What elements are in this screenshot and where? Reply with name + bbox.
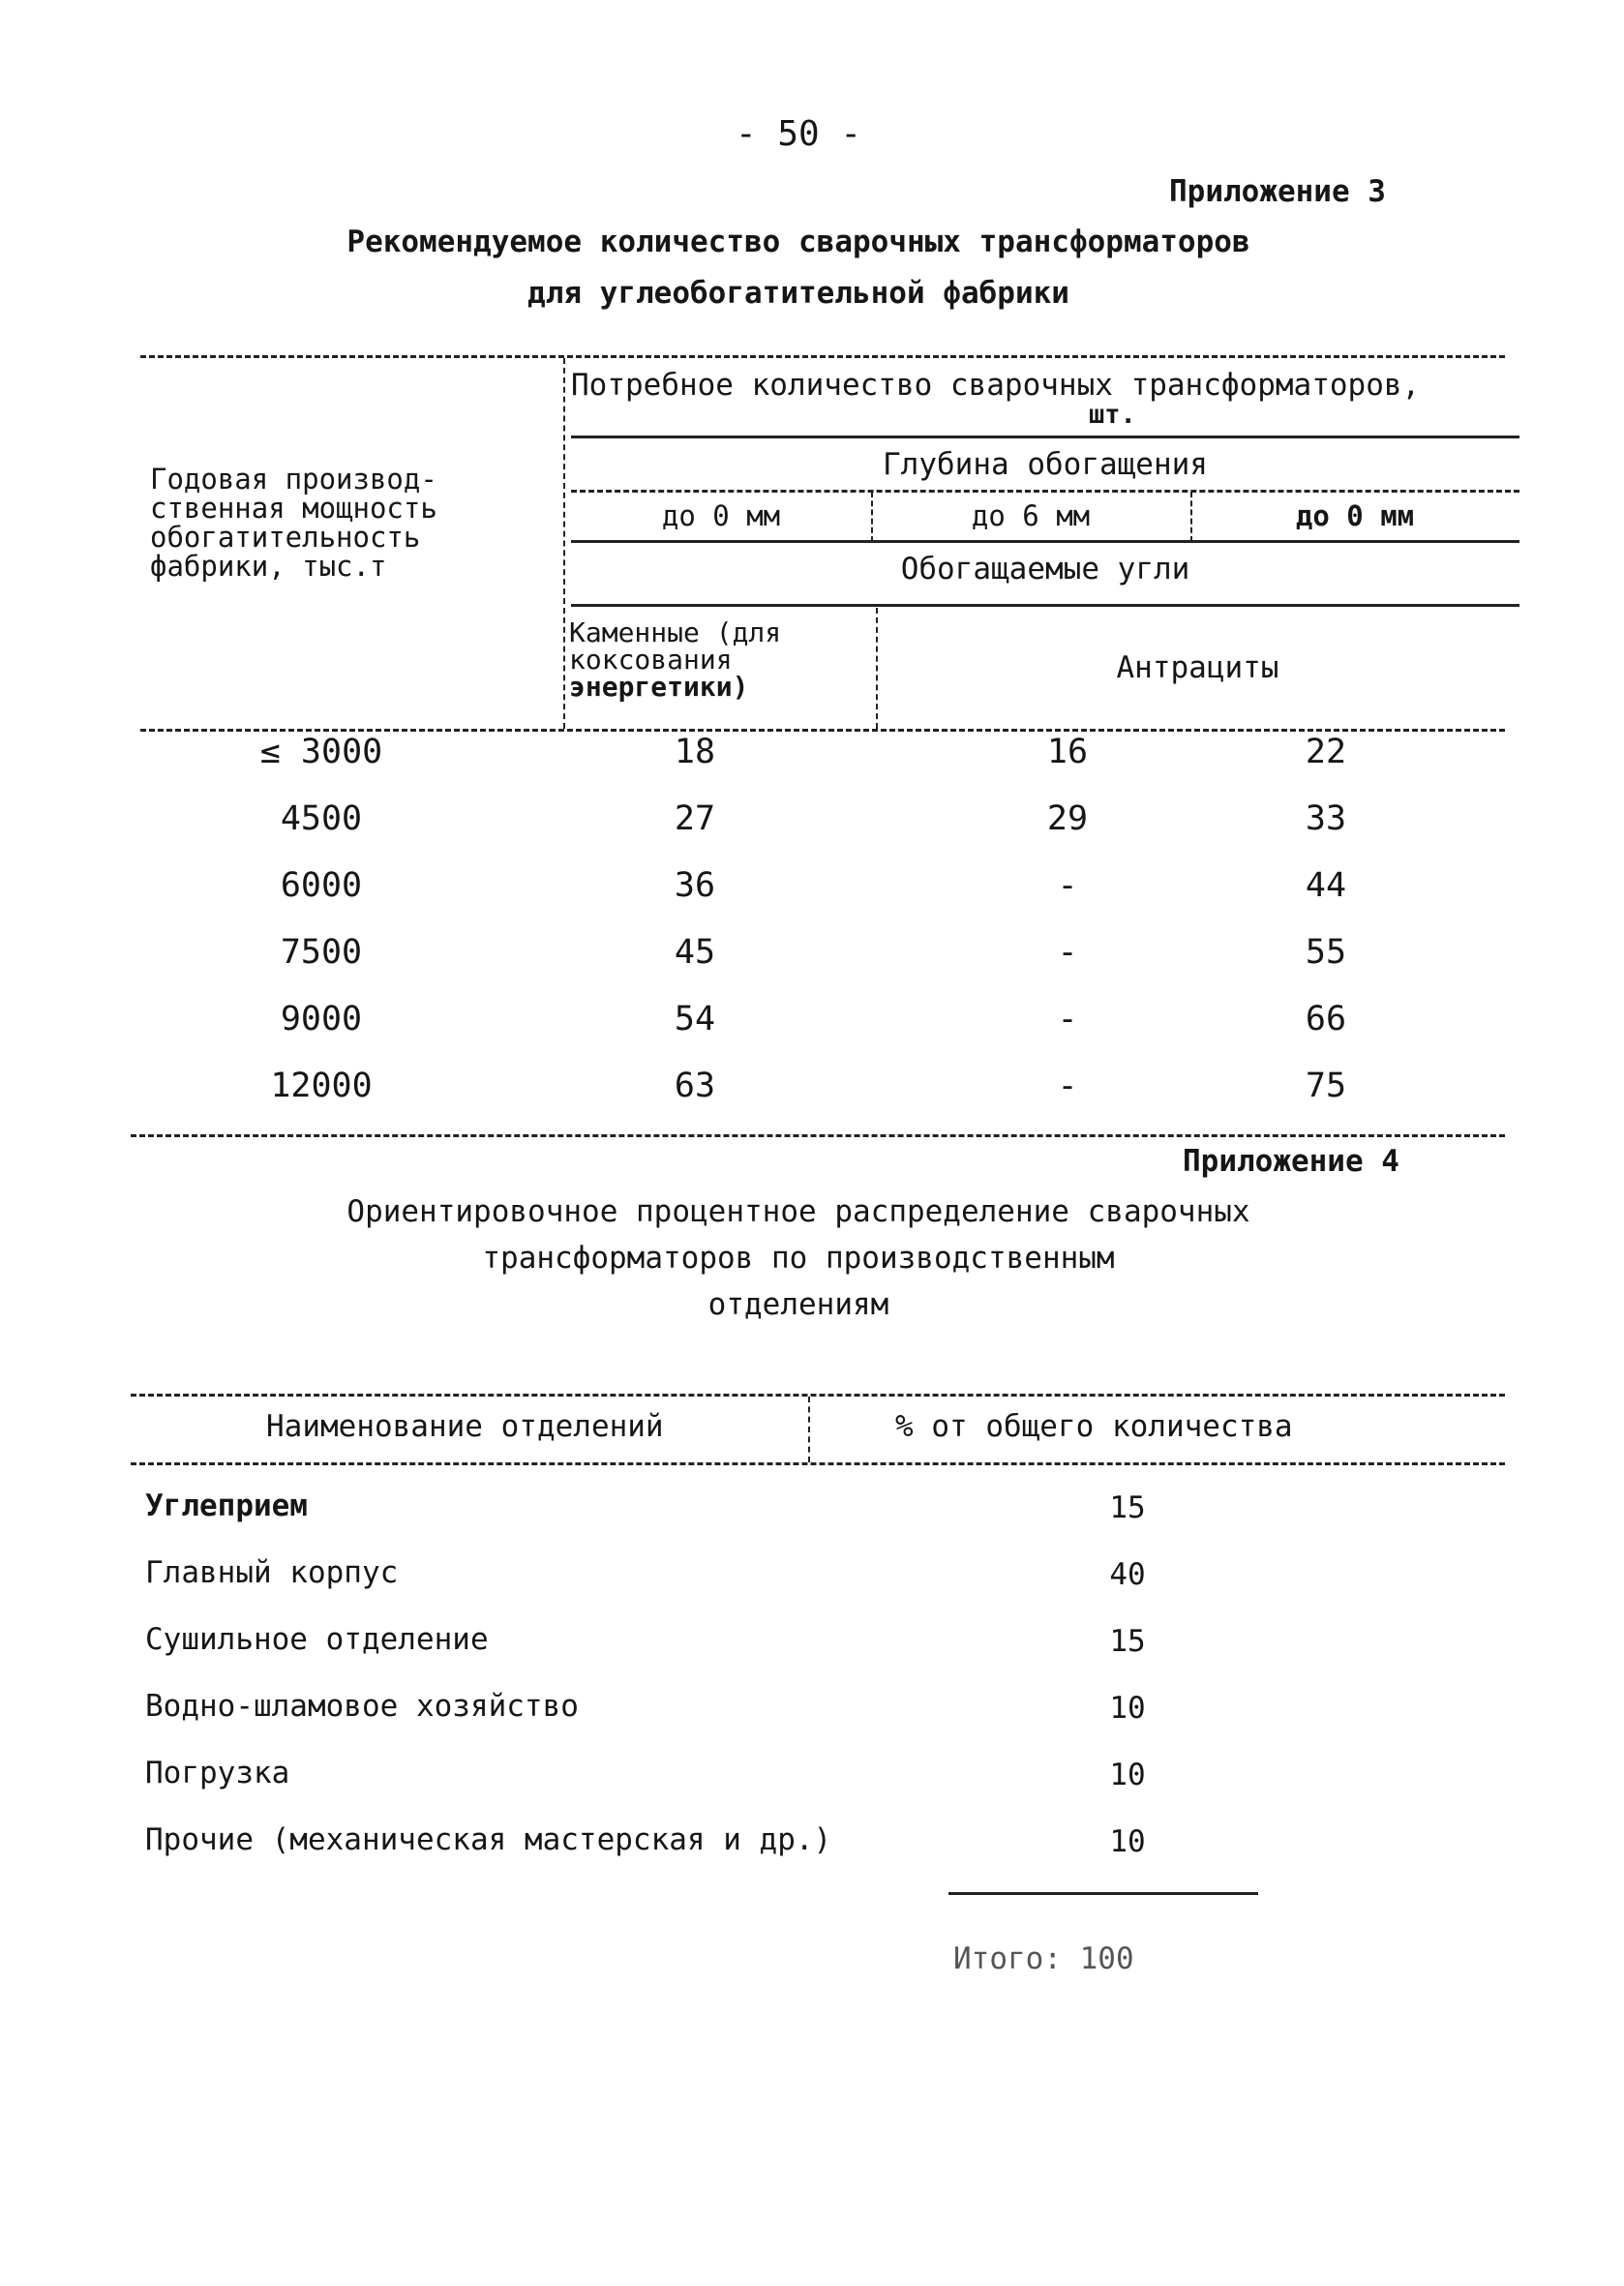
value-cell: 33 — [1305, 799, 1347, 838]
coal-header: Обогащаемые угли — [900, 552, 1190, 587]
value-cell: 27 — [674, 799, 716, 838]
coal-col1-line3: энергетики) — [569, 671, 749, 703]
value-cell: 45 — [674, 933, 716, 972]
col1-header: Наименование отделений — [266, 1409, 664, 1444]
row-header-line1: Годовая производ- — [150, 463, 437, 496]
value-cell: 16 — [1046, 733, 1089, 771]
row-value: 10 — [1109, 1758, 1146, 1792]
appendix3-title-line2: для углеобогатительной фабрики — [527, 276, 1069, 311]
top-header-rule — [571, 436, 1519, 438]
value-cell: 29 — [1046, 799, 1089, 838]
col2-header: % от общего количества — [895, 1409, 1293, 1444]
depth-col-3: до 0 мм — [1295, 499, 1415, 532]
depth-col-1: до 0 мм — [661, 499, 781, 532]
value-cell: 66 — [1305, 1000, 1347, 1038]
row-value: 10 — [1109, 1691, 1146, 1726]
table-top-rule — [131, 1394, 1505, 1397]
value-cell: 44 — [1305, 866, 1347, 905]
top-header-line1: Потребное количество сварочных трансформаторов, — [571, 368, 1421, 403]
value-cell: 63 — [674, 1067, 716, 1105]
value-cell: - — [1057, 866, 1078, 905]
table-top-rule — [140, 355, 1505, 358]
row-name: Главный корпус — [145, 1555, 399, 1590]
capacity-cell: 7500 — [280, 933, 363, 972]
row-header — [150, 465, 437, 581]
coal-col-1 — [569, 619, 781, 701]
value-cell: 75 — [1305, 1067, 1347, 1105]
depth-col-2: до 6 мм — [971, 499, 1091, 532]
appendix4-title-line3: отделениям — [707, 1287, 889, 1322]
value-cell: - — [1057, 1000, 1078, 1038]
capacity-cell: 12000 — [270, 1067, 373, 1105]
total-value: Итого: 100 — [953, 1941, 1134, 1976]
row-header-line3: обогатительность — [150, 521, 421, 554]
page-number: - 50 - — [736, 114, 862, 154]
header-bottom-rule — [140, 729, 1505, 732]
depth-divider-1 — [871, 492, 873, 542]
row-name: Углеприем — [145, 1489, 308, 1523]
capacity-cell: 9000 — [280, 1000, 363, 1038]
coal-col1-line2: коксования — [569, 644, 733, 676]
depth-divider-2 — [1190, 492, 1192, 542]
value-cell: - — [1057, 1067, 1078, 1105]
row-name: Прочие (механическая мастерская и др.) — [145, 1822, 832, 1857]
row-header-line2: ственная мощность — [150, 492, 437, 525]
appendix4-title-line2: трансформаторов по производственным — [482, 1241, 1115, 1276]
appendix4-title-line1: Ориентировочное процентное распределение сварочных — [346, 1194, 1250, 1229]
value-cell: 54 — [674, 1000, 716, 1038]
value-cell: 18 — [674, 733, 716, 771]
depth-header: Глубина обогащения — [883, 447, 1208, 482]
table-bottom-rule — [131, 1134, 1505, 1137]
top-header-line2: шт. — [1089, 400, 1136, 430]
value-cell: - — [1057, 933, 1078, 972]
appendix3-label: Приложение 3 — [1169, 174, 1386, 209]
depth-header-rule — [571, 490, 1519, 493]
coal-col1-line1: Каменные (для — [569, 617, 782, 648]
header-bottom-rule — [131, 1462, 1505, 1465]
row-name: Сушильное отделение — [145, 1622, 489, 1657]
row-value: 15 — [1109, 1624, 1146, 1659]
header-divider — [808, 1397, 810, 1462]
capacity-cell: 4500 — [280, 799, 363, 838]
row-value: 40 — [1109, 1557, 1146, 1592]
row-header-line4: фабрики, тыс.т — [150, 550, 387, 583]
value-cell: 22 — [1305, 733, 1347, 771]
coal-col-2: Антрациты — [1116, 650, 1279, 685]
row-value: 15 — [1109, 1490, 1146, 1525]
value-cell: 55 — [1305, 933, 1347, 972]
capacity-cell: ≤ 3000 — [259, 733, 383, 771]
appendix3-title-line1: Рекомендуемое количество сварочных трансформаторов — [346, 225, 1250, 259]
row-name: Погрузка — [145, 1756, 290, 1790]
appendix4-label: Приложение 4 — [1183, 1144, 1399, 1179]
total-rule — [948, 1892, 1258, 1895]
row-value: 10 — [1109, 1824, 1146, 1859]
capacity-cell: 6000 — [280, 866, 363, 905]
row-header-divider — [563, 358, 565, 729]
depth-cols-rule — [571, 540, 1519, 543]
coal-header-rule — [571, 604, 1519, 607]
value-cell: 36 — [674, 866, 716, 905]
row-name: Водно-шламовое хозяйство — [145, 1689, 579, 1724]
